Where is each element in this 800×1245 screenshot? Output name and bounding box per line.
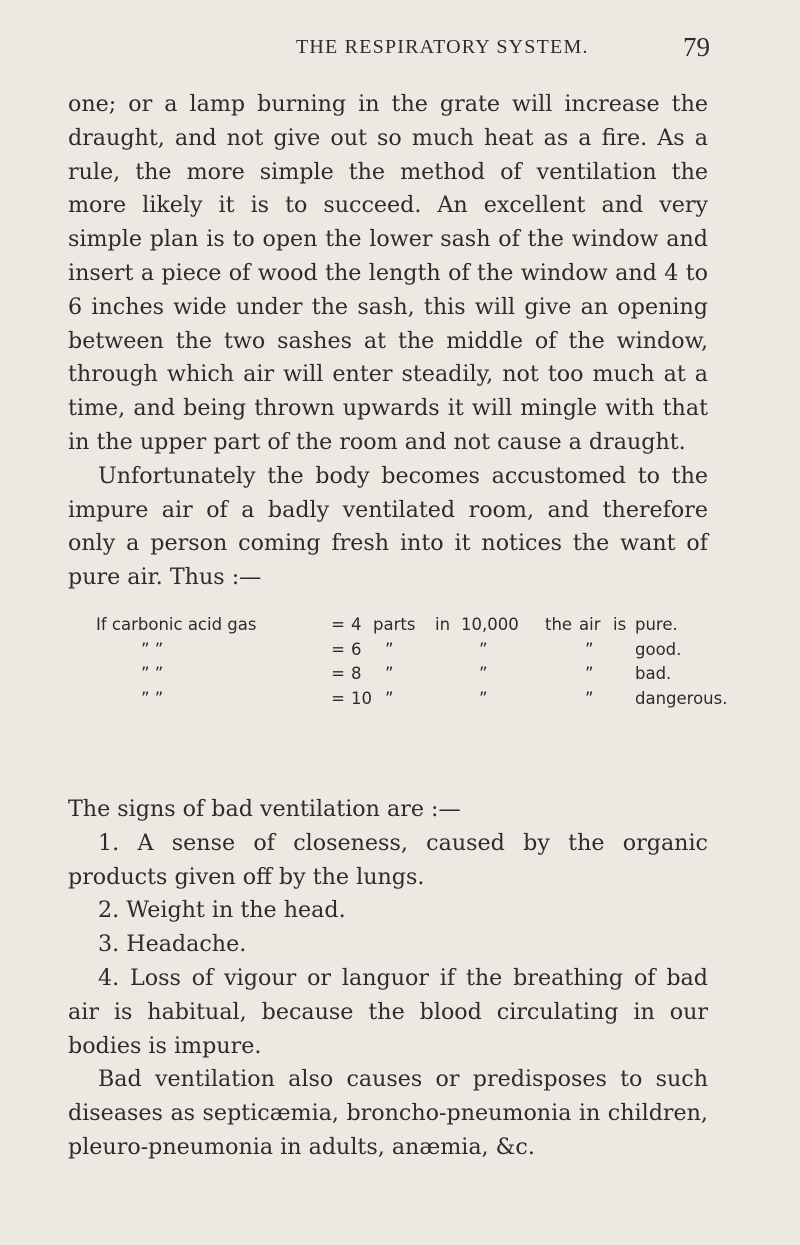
table-cell: ” bbox=[585, 664, 594, 683]
paragraph: Bad ventilation also causes or predisposes to such diseases as septicæmia, broncho-pneumonia in children, pleuro-pneumonia in adults, anæmia, &c. bbox=[68, 1066, 708, 1160]
table-cell bbox=[435, 638, 461, 663]
list-item: 3. Headache. bbox=[98, 931, 247, 958]
table-cell: ” bbox=[385, 688, 394, 708]
table-cell: = bbox=[331, 664, 345, 683]
table-row bbox=[96, 613, 727, 638]
table-cell: good. bbox=[635, 639, 682, 659]
table-cell: = bbox=[331, 615, 345, 634]
table-cell: dangerous. bbox=[635, 688, 728, 708]
table-cell: 4 bbox=[351, 615, 362, 634]
signs-section bbox=[68, 793, 708, 1165]
table-cell: ” bbox=[385, 664, 394, 683]
signs-intro: The signs of bad ventilation are :— bbox=[68, 796, 461, 822]
table-cell bbox=[613, 638, 635, 663]
table-row bbox=[96, 687, 727, 712]
table-cell: parts bbox=[373, 615, 416, 634]
table-row bbox=[96, 662, 727, 687]
table-cell: ” bbox=[479, 664, 488, 683]
table-cell: bad. bbox=[635, 664, 672, 683]
table-cell: = bbox=[331, 688, 345, 708]
carbonic-acid-table bbox=[96, 613, 727, 711]
table-cell: 6 bbox=[351, 639, 362, 659]
table-cell: ” bbox=[585, 639, 594, 659]
table-cell: = bbox=[331, 639, 345, 659]
table-cell bbox=[435, 687, 461, 712]
table-cell: pure. bbox=[635, 615, 678, 634]
table-cell: air bbox=[579, 615, 601, 634]
table-cell: 10,000 bbox=[461, 615, 519, 634]
page-number: 79 bbox=[683, 32, 710, 62]
table-cell bbox=[545, 662, 579, 687]
table-cell: ” ” bbox=[141, 639, 164, 659]
table-cell: ” bbox=[385, 639, 394, 659]
running-head: THE RESPIRATORY SYSTEM. bbox=[296, 36, 589, 58]
table-cell: 10 bbox=[351, 688, 372, 708]
table-cell: in bbox=[435, 615, 451, 634]
table-cell: ” bbox=[585, 688, 594, 708]
table-cell bbox=[613, 687, 635, 712]
table-cell bbox=[435, 662, 461, 687]
paragraph: Unfortunately the body becomes accustomed to the impure air of a badly ventilated room, and therefore only a person coming fresh into it notices the want of pure air. Thus :— bbox=[68, 462, 708, 591]
table-row bbox=[96, 638, 727, 663]
list-item: 4. Loss of vigour or languor if the breathing of bad air is habitual, because the blood circulating in our bodies is impure. bbox=[68, 964, 708, 1059]
list-item: 1. A sense of closeness, caused by the organic products given off by the lungs. bbox=[68, 829, 708, 890]
paragraph: one; or a lamp burning in the grate will increase the draught, and not give out so much heat as a fire. As a rule, the more simple the method of ventilation the more likely it is to succeed. An excellent and very simple plan is to open the lower sash of the window and insert a piece of wood the length of the window and 4 to 6 inches wide under the sash, this will give an opening between the two sashes at the middle of the window, through which air will enter steadily, not too much at a time, and being thrown upwards it will mingle with that in the upper part of the room and not cause a draught. bbox=[68, 91, 708, 455]
body-text bbox=[68, 88, 708, 595]
table-cell: 8 bbox=[351, 664, 362, 683]
table-cell: ” bbox=[479, 639, 488, 659]
table-cell: ” bbox=[479, 688, 488, 708]
table-cell: ” ” bbox=[141, 664, 164, 683]
table-cell: ” ” bbox=[141, 688, 164, 708]
table-cell: If carbonic acid gas bbox=[96, 615, 257, 634]
list-item: 2. Weight in the head. bbox=[98, 897, 346, 924]
table-cell bbox=[545, 638, 579, 663]
table-cell: the bbox=[545, 615, 573, 634]
table-cell bbox=[613, 662, 635, 687]
table-cell bbox=[545, 687, 579, 712]
table-cell: is bbox=[613, 615, 627, 634]
